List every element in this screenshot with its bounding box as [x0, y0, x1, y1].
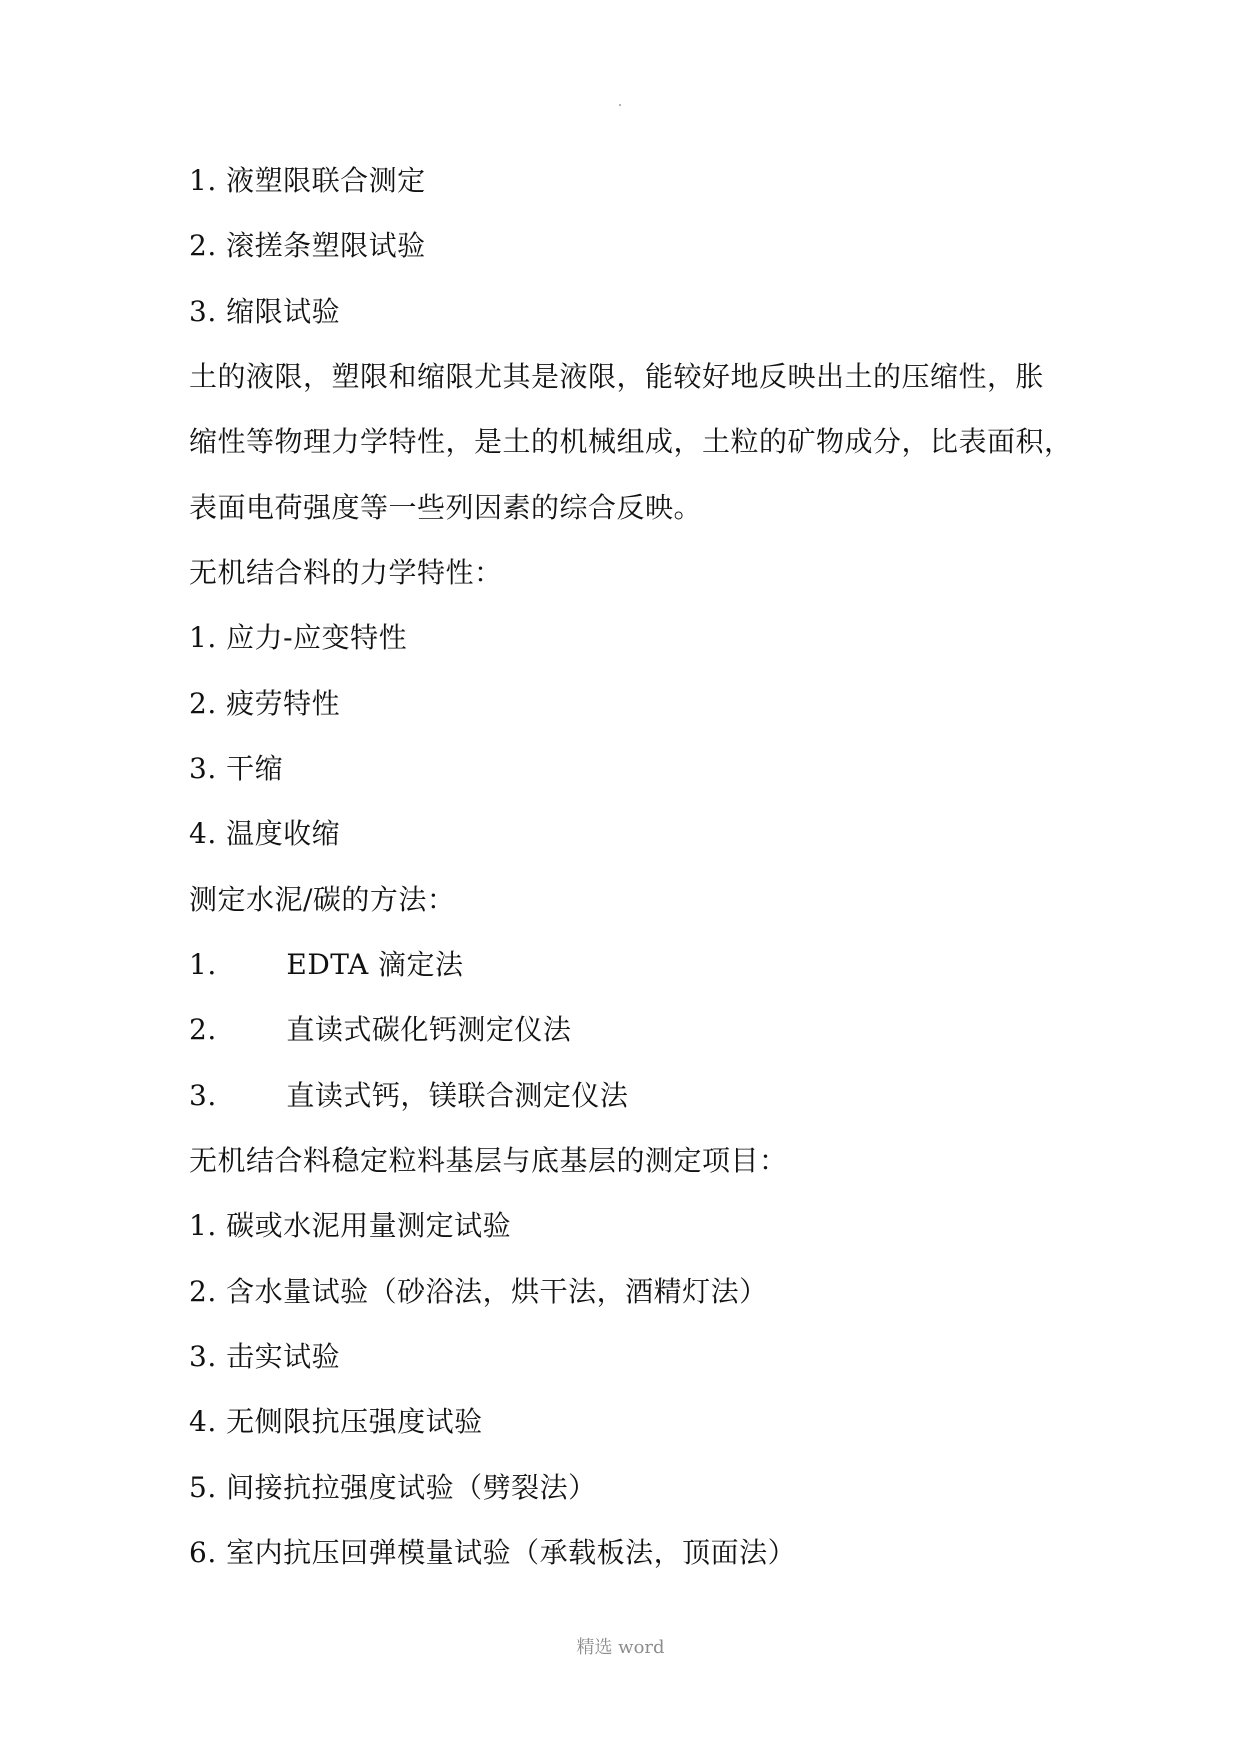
list-item [189, 163, 426, 199]
list-item [189, 1012, 571, 1048]
item-number: 1. [189, 1209, 217, 1242]
paragraph-line: 表面电荷强度等一些列因素的综合反映。 [189, 491, 703, 524]
item-number: 4. [189, 817, 217, 850]
list-item [189, 1404, 483, 1440]
item-text: 缩限试验 [226, 295, 341, 328]
page-footer: 精选 word [576, 1637, 665, 1658]
item-number: 2. [189, 229, 217, 262]
list-item [189, 1078, 628, 1114]
item-text: 干缩 [226, 752, 284, 785]
list-item [189, 947, 464, 983]
list-item [189, 686, 340, 722]
item-text: 滚搓条塑限试验 [226, 229, 426, 262]
section-heading: 无机结合料的力学特性： [189, 556, 503, 589]
item-number: 2. [189, 1275, 217, 1308]
item-text: 间接抗拉强度试验（劈裂法） [226, 1471, 597, 1504]
item-text: 击实试验 [226, 1340, 341, 1373]
section-heading: 无机结合料稳定粒料基层与底基层的测定项目： [189, 1144, 788, 1177]
paragraph-line: 缩性等物理力学特性，是土的机械组成，土粒的矿物成分，比表面积， [189, 425, 1073, 458]
list-item [189, 620, 407, 656]
item-number: 3. [189, 1079, 217, 1112]
item-number: 4. [189, 1405, 217, 1438]
item-text: 疲劳特性 [226, 687, 341, 720]
item-text: 液塑限联合测定 [226, 164, 426, 197]
item-text: 直读式碳化钙测定仪法 [286, 1013, 572, 1046]
item-number: 3. [189, 752, 217, 785]
list-item [189, 1208, 511, 1244]
item-number: 6. [189, 1536, 217, 1569]
header-dot [619, 104, 621, 106]
list-item [189, 1274, 768, 1310]
item-number: 3. [189, 295, 217, 328]
list-item [189, 1339, 340, 1375]
item-text: 温度收缩 [226, 817, 341, 850]
item-number: 1. [189, 948, 217, 981]
list-item [189, 294, 340, 330]
section-heading: 测定水泥/碳的方法： [189, 883, 456, 916]
item-number: 1. [189, 621, 217, 654]
item-number: 5. [189, 1471, 217, 1504]
list-item [189, 1470, 597, 1506]
paragraph-line: 土的液限，塑限和缩限尤其是液限，能较好地反映出土的压缩性，胀 [189, 360, 1045, 393]
list-item [189, 228, 426, 264]
item-text: 室内抗压回弹模量试验（承载板法，顶面法） [226, 1536, 797, 1569]
item-text: 无侧限抗压强度试验 [226, 1405, 483, 1438]
item-text: 应力-应变特性 [226, 621, 408, 654]
item-text: 含水量试验（砂浴法，烘干法，酒精灯法） [226, 1275, 768, 1308]
item-text: 碳或水泥用量测定试验 [226, 1209, 512, 1242]
list-item [189, 816, 340, 852]
list-item [189, 751, 283, 787]
item-number: 3. [189, 1340, 217, 1373]
item-text: EDTA 滴定法 [286, 948, 464, 981]
item-number: 2. [189, 687, 217, 720]
list-item [189, 1535, 796, 1571]
item-text: 直读式钙，镁联合测定仪法 [286, 1079, 629, 1112]
item-number: 2. [189, 1013, 217, 1046]
item-number: 1. [189, 164, 217, 197]
